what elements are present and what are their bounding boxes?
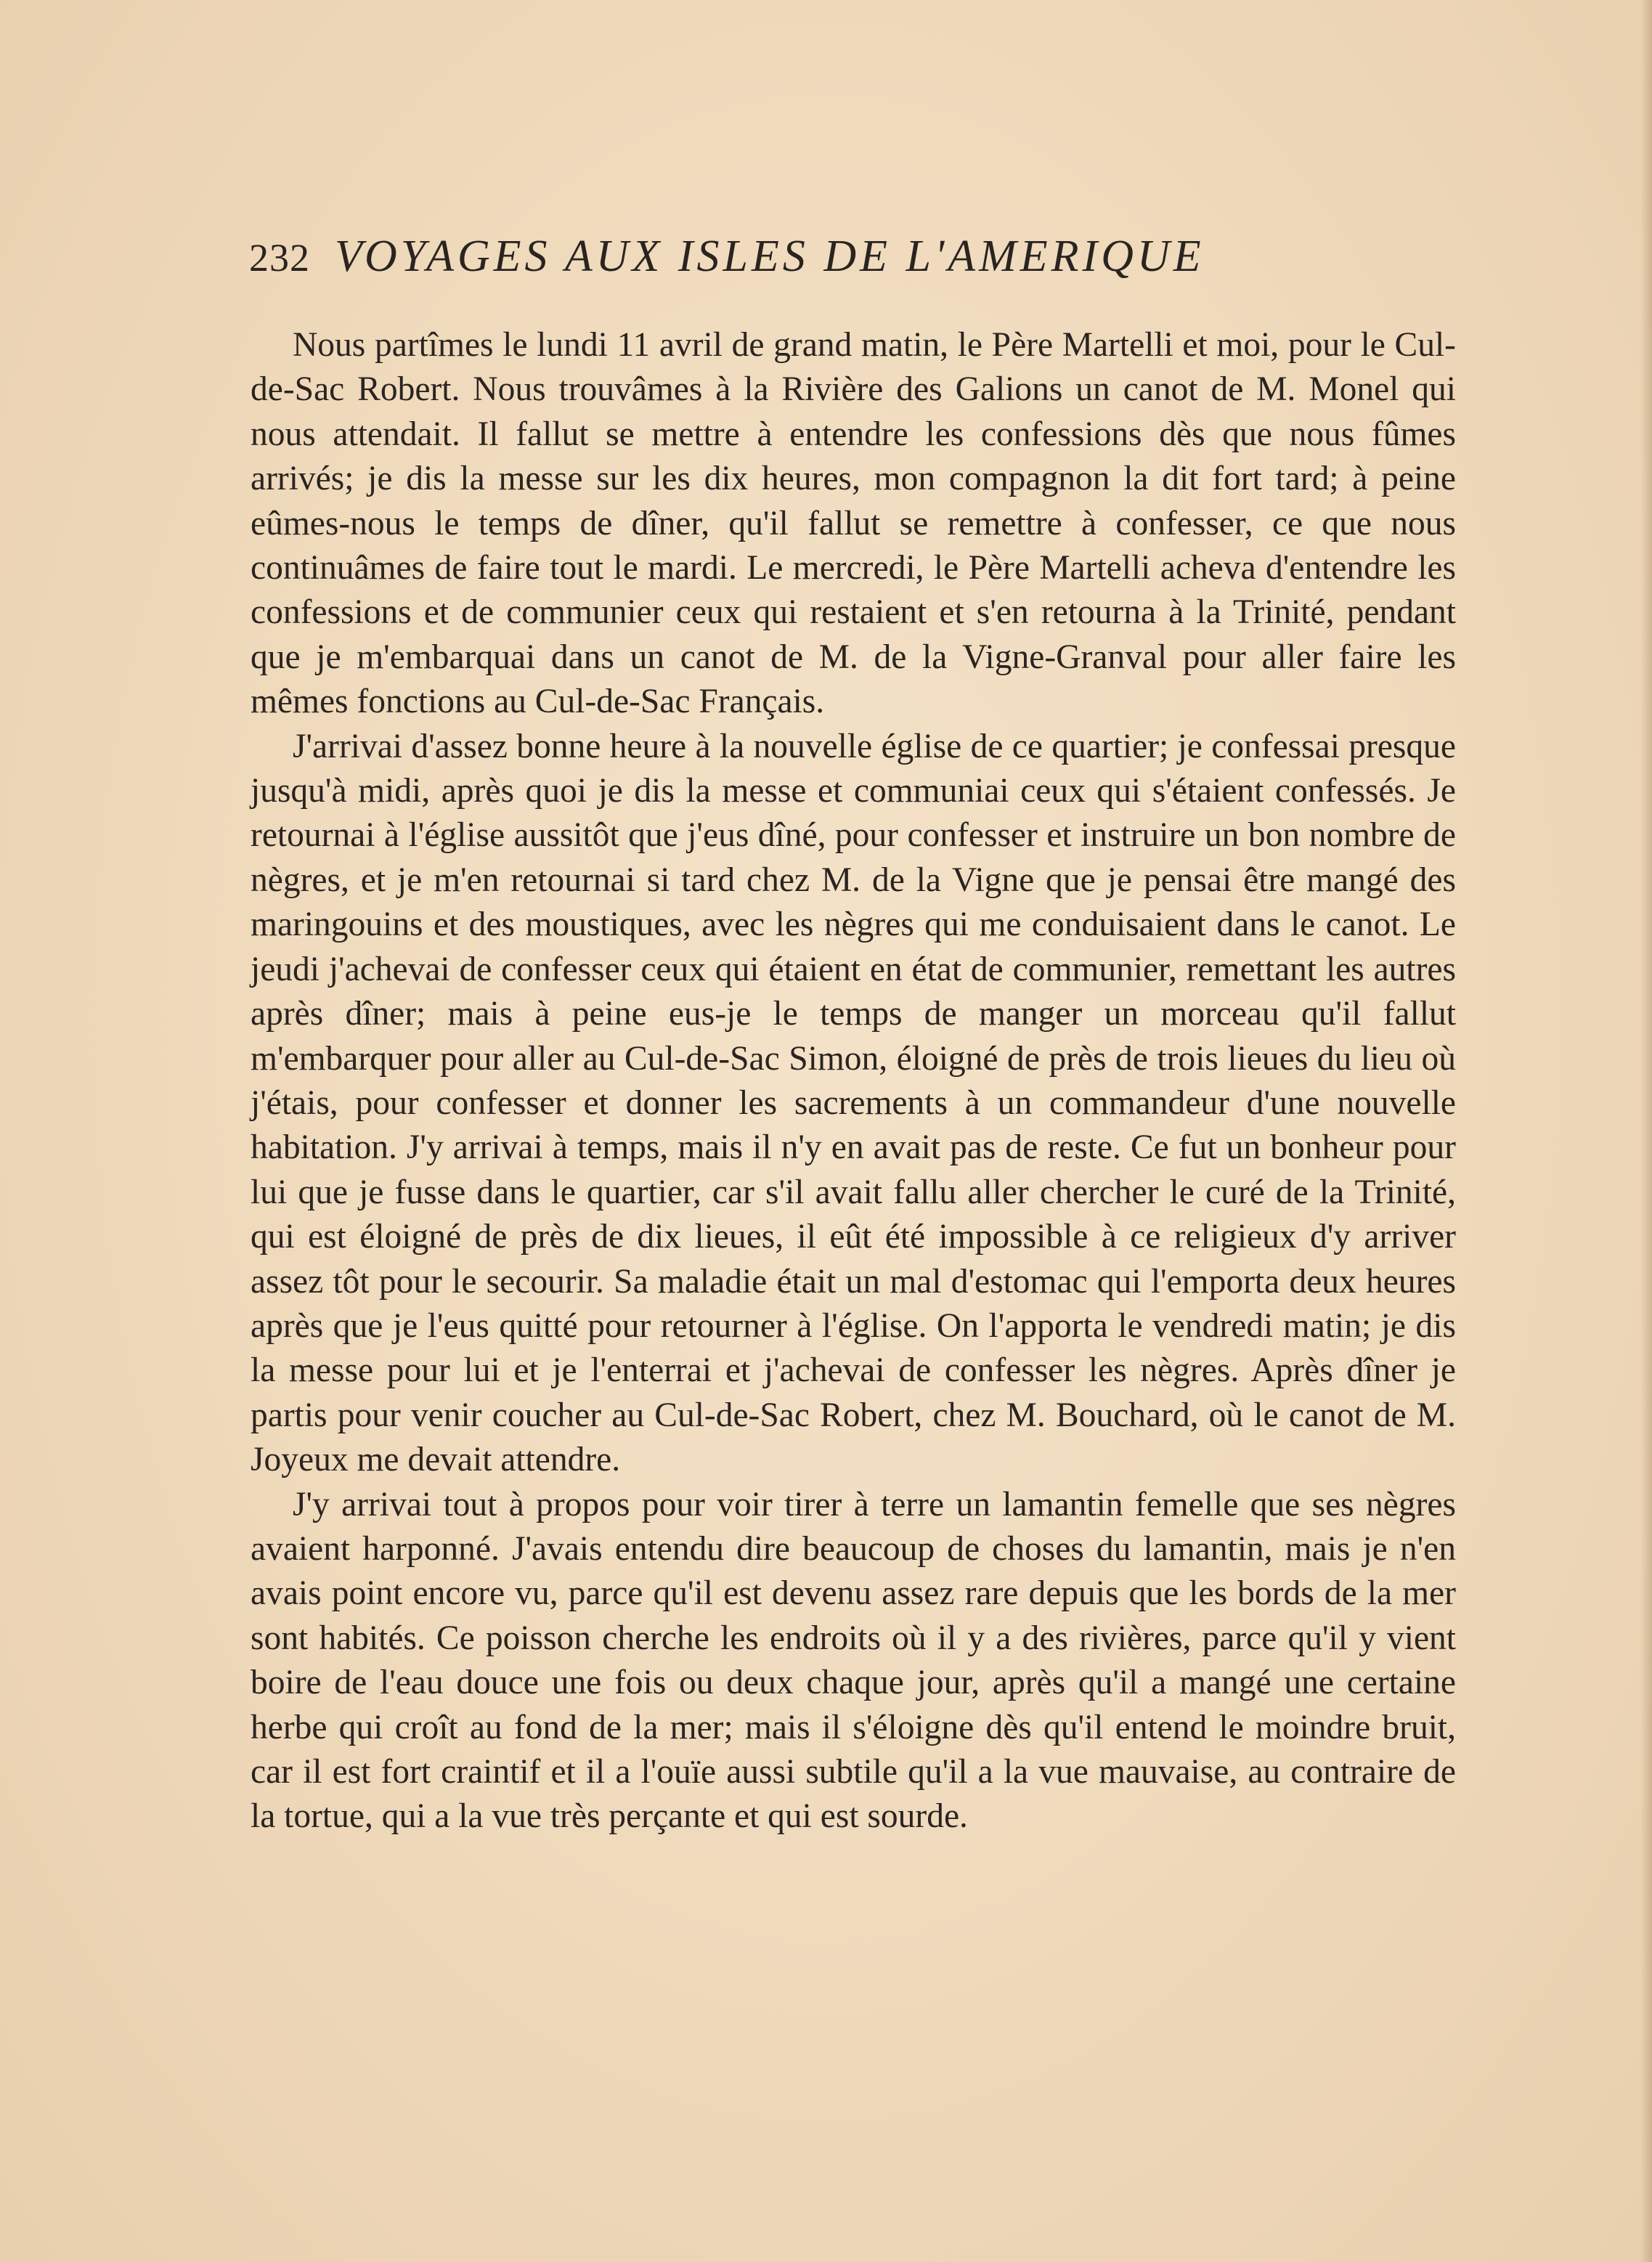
body-text [251, 323, 1456, 1839]
running-title: VOYAGES AUX ISLES DE L'AMERIQUE [335, 232, 1205, 281]
paragraph-2: J'arrivai d'assez bonne heure à la nouvelle église de ce quartier; je confessai presque jusqu'à midi, après quoi je dis la messe et communiai ceux qui s'étaient confessés. Je retournai à l'église aussitôt que j'eus dîné, pour confesser et instruire un bon nombre de nègres, et je m'en retournai si tard chez M. de la Vigne que je pensai être mangé des maringouins et des moustiques, avec les nègres qui me conduisaient dans le canot. Le jeudi j'achevai de confesser ceux qui étaient en état de communier, remettant les autres après dîner; mais à peine eus-je le temps de manger un morceau qu'il fallut m'embarquer pour aller au Cul-de-Sac Simon, éloigné de près de trois lieues du lieu où j'étais, pour confesser et donner les sacrements à un commandeur d'une nouvelle habitation. J'y arrivai à temps, mais il n'y en avait pas de reste. Ce fut un bonheur pour lui que je fusse dans le quartier, car s'il avait fallu aller chercher le curé de la Trinité, qui est éloigné de près de dix lieues, il eût été impossible à ce religieux d'y arriver assez tôt pour le secourir. Sa maladie était un mal d'estomac qui l'emporta deux heures après que je l'eus quitté pour retourner à l'église. On l'apporta le vendredi matin; je dis la messe pour lui et je l'enterrai et j'achevai de confesser les nègres. Après dîner je partis pour venir coucher au Cul-de-Sac Robert, chez M. Bouchard, où le canot de M. Joyeux me devait attendre. [251, 727, 1456, 1479]
page-edge-shadow [1640, 0, 1652, 2262]
paragraph-3: J'y arrivai tout à propos pour voir tirer à terre un lamantin femelle que ses nègres avaient harponné. J'avais entendu dire beaucoup de choses du lamantin, mais je n'en avais point encore vu, parce qu'il est devenu assez rare depuis que les bords de la mer sont habités. Ce poisson cherche les endroits où il y a des rivières, parce qu'il y vient boire de l'eau douce une fois ou deux chaque jour, après qu'il a mangé une certaine herbe qui croît au fond de la mer; mais il s'éloigne dès qu'il entend le moindre bruit, car il est fort craintif et il a l'ouïe aussi subtile qu'il a la vue mauvaise, au contraire de la tortue, qui a la vue très perçante et qui est sourde. [251, 1485, 1456, 1836]
running-head [249, 231, 1411, 296]
page-number: 232 [249, 236, 310, 280]
paragraph-1: Nous partîmes le lundi 11 avril de grand matin, le Père Martelli et moi, pour le Cul-de-Sac Robert. Nous trouvâmes à la Rivière des Galions un canot de M. Monel qui nous attendait. Il fallut se mettre à entendre les confessions dès que nous fûmes arrivés; je dis la messe sur les dix heures, mon compagnon la dit fort tard; à peine eûmes-nous le temps de dîner, qu'il fallut se remettre à confesser, ce que nous continuâmes de faire tout le mardi. Le mercredi, le Père Martelli acheva d'entendre les confessions et de communier ceux qui restaient et s'en retourna à la Trinité, pendant que je m'embarquai dans un canot de M. de la Vigne-Granval pour aller faire les mêmes fonctions au Cul-de-Sac Français. [251, 326, 1456, 721]
